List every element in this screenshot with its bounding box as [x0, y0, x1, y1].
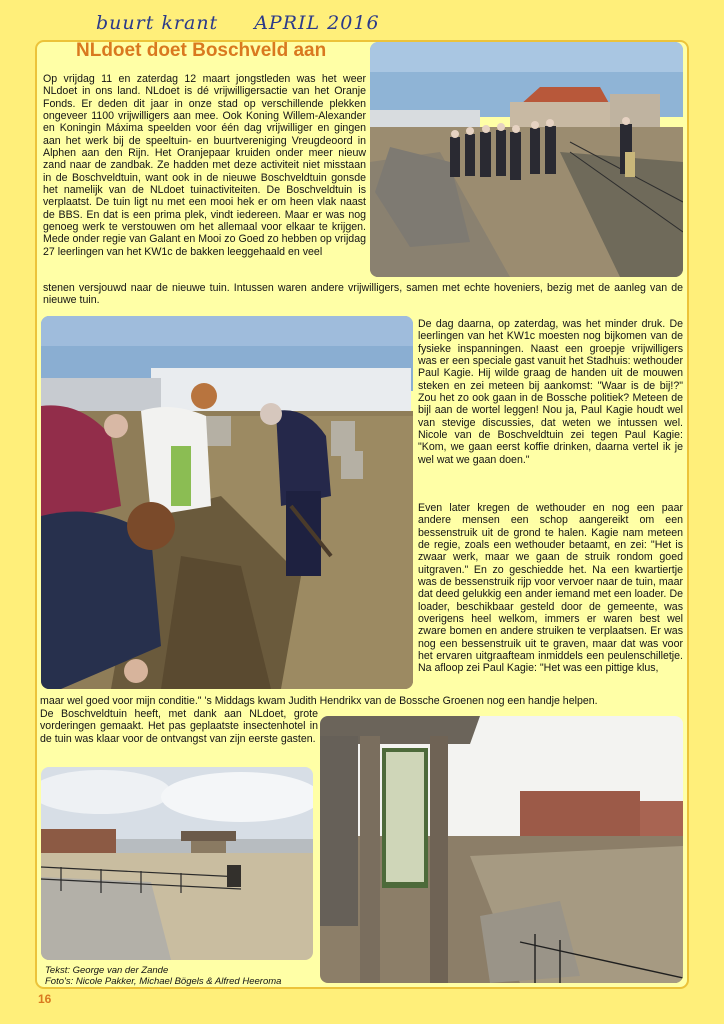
article-paragraph-3: Even later kregen de wethouder en nog een paar andere mensen een schop aangereikt om een bessenstruik uit de grond te halen. Kagie nam meteen de regie, zoals een wethouder betaamt, en zei: "Het is zwaar werk, maar we gaan de struik rondom goed uitgraven." En zo geschiedde het. Na een kwartiertje was de bessenstruik rijp voor vervoer naar de tuin, maar dat deed gelukkig een ander iemand met een loader. De loader, beschikbaar gesteld door de gemeente, was overigens heel welkom, immers er waren best wel zware bomen en andere struiken te verplaatsen. Er was nog een bessenstruik uit te graven, maar dat was voor het ervaren uitgraafteam inmiddels een peulenschilletje. Na afloop zei Paul Kagie: "Het was een pittige klus,: [418, 502, 683, 675]
photo-students-carrying-stones: [370, 42, 683, 277]
page-number: 16: [38, 992, 52, 1006]
article-paragraph-2: De dag daarna, op zaterdag, was het minder druk. De leerlingen van het KW1c moesten nog bijkomen van de fysieke inspanningen. Naast een groepje vrijwilligers was er een speciale gast vanuit het Stadhuis: wethouder Paul Kagie. Hij wilde graag de handen uit de mouwen steken en zei meteen bij aankomst: "Waar is de bij!?" Zou het zo ook gaan in de Bossche politiek? Meteen de bijl aan de wortel leggen! Nou ja, Paul Kagie houdt wel van stevige discussies, dat weten we intussen wel. Nicole van de Boschveldtuin zei tegen Paul Kagie: "Kom, we gaan eerst koffie drinken, daarna vertel ik je wel wat we gaan doen.": [418, 318, 684, 466]
photo-alderman-digging: [41, 316, 413, 689]
credits-photos: Foto's: Nicole Pakker, Michael Bögels & Alfred Heeroma: [45, 975, 282, 987]
credits-text: Tekst: George van der Zande: [45, 965, 169, 976]
handwritten-date: APRIL 2016: [254, 12, 380, 34]
photo-insect-hotel: [320, 716, 683, 983]
article-paragraph-4: De Boschveldtuin heeft, met dank aan NLdoet, grote vorderingen gemaakt. Het pas geplaatste insectenhotel in de tuin was klaar voor de ontvangst van zijn eerste gasten.: [40, 708, 318, 745]
article-paragraph-1: Op vrijdag 11 en zaterdag 12 maart jongstleden was het weer NLdoet in ons land. NLdoet is dé vrijwilligersactie van het Oranje Fonds. Er deden dit jaar in onze stad op verschillende plekken ongeveer 1100 vrijwilligers aan mee. Ook Koning Willem-Alexander en Koningin Máxima speelden voor één dag vrijwilliger en gingen aan het werk bij de speeltuin- en buurtvereniging Vreugdeoord in Alphen aan den Rijn. Het Oranjepaar kruiden onder meer nieuw zand naar de zandbak. Ze hadden met deze activiteit niet misstaan in de Boschveldtuin, want ook in de nieuwe Boschveldtuin gonsde het namelijk van de NLdoet tuinactiviteiten. De Boschveldtuin is verplaatst. De tuin ligt nu met een mooi hek er om heen vlak naast de BBS. En dat is een prima plek, vindt iedereen. Maar er was nog genoeg werk te verstouwen om het allemaal voor elkaar te krijgen. Mede onder regie van Galant en Mooi zo Goed zo hebben op vrijdag 27 leerlingen van het KW1c de bakken leeggehaald en veel: [43, 73, 366, 258]
handwritten-header: [96, 12, 380, 34]
article-paragraph-1-end: stenen versjouwd naar de nieuwe tuin. Intussen waren andere vrijwilligers, samen met echte hoveniers, bezig met de aanleg van de nieuwe tuin.: [43, 282, 683, 307]
credits: [45, 966, 281, 987]
photo-new-garden-fence: [41, 767, 313, 960]
handwritten-publication-name: buurt krant: [96, 12, 219, 34]
article-paragraph-3-end: maar wel goed voor mijn conditie." 's Middags kwam Judith Hendrikx van de Bossche Groenen nog een handje helpen.: [40, 695, 598, 707]
article-title: NLdoet doet Boschveld aan: [76, 40, 327, 61]
